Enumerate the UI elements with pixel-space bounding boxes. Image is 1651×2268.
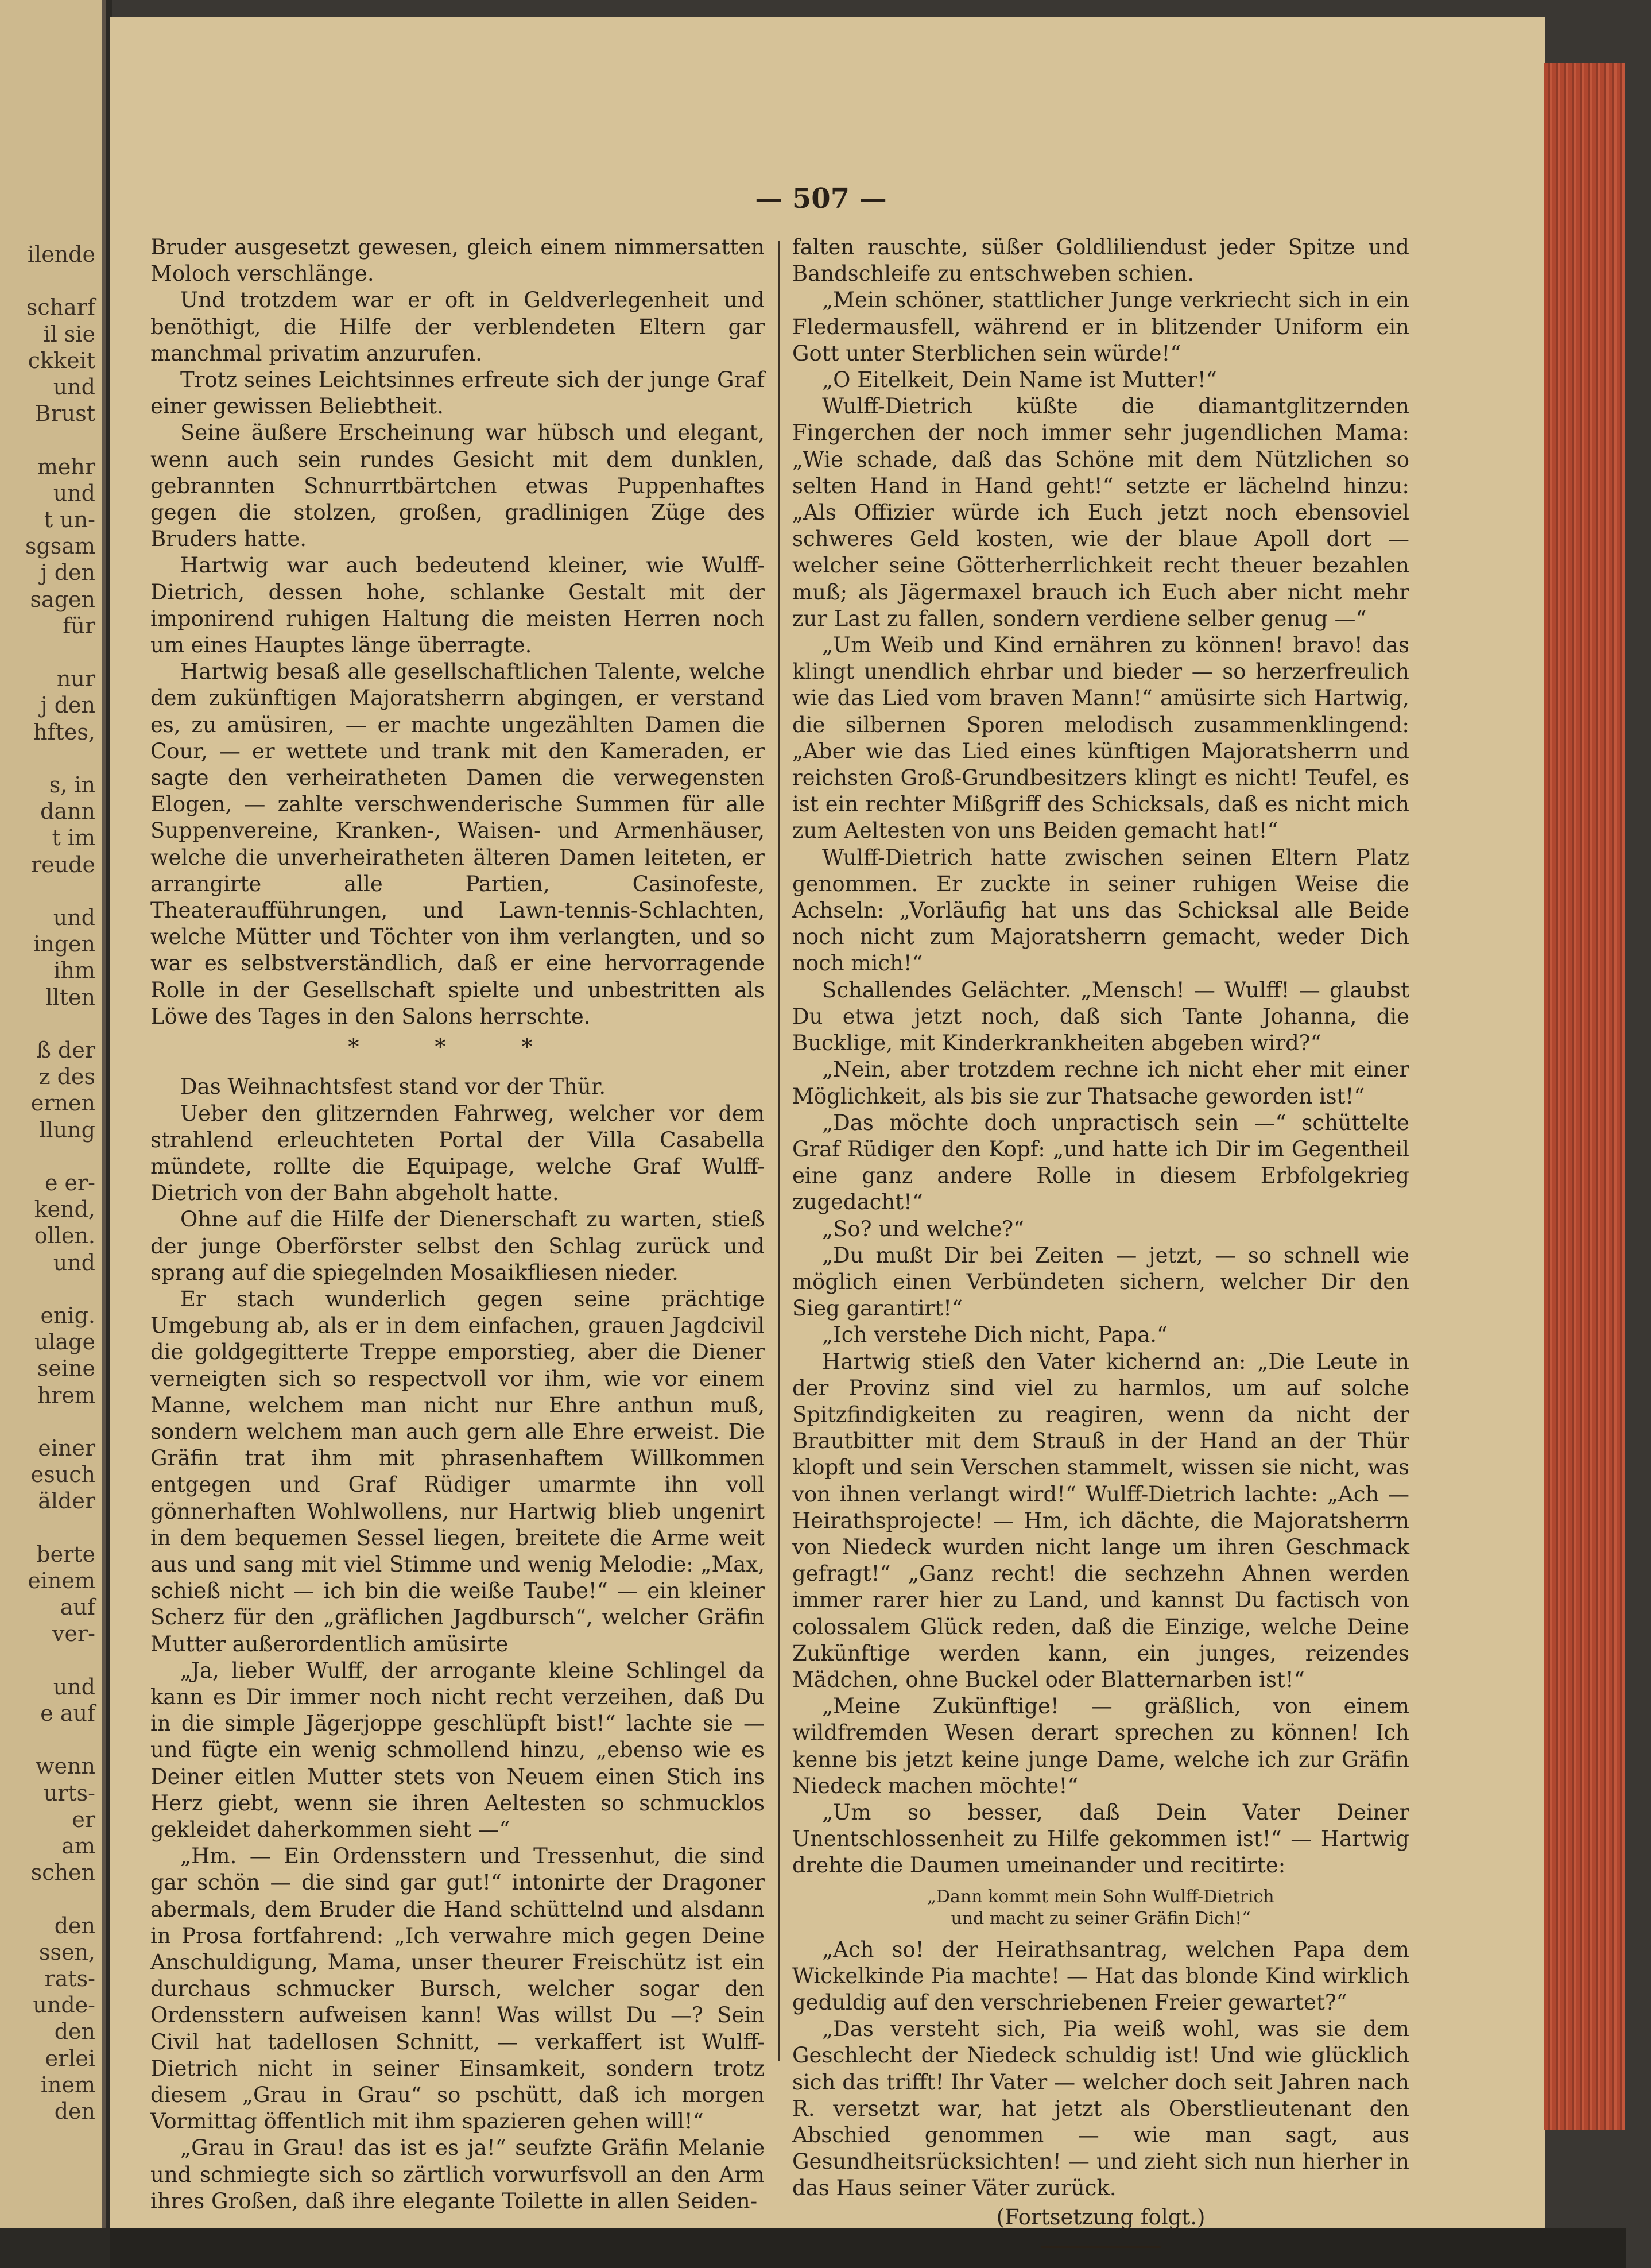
paragraph: „So? und welche?“ [822,1216,1025,1241]
paragraph: „Ja, lieber Wulff, der arrogante kleine Schlingel da kann es Dir immer noch nicht recht verzeihen, daß Du in die simple Jägerjoppe geschlüpft bist!“ lachte sie — und fügte ein wenig schmollend hinzu, „ebenso wie es Deiner eitlen Mutter stets von Neuem einen Stich ins Herz giebt, wenn sie ihren Aeltesten so schmucklos gekleidet daherkommen sieht —“ [150,1658,765,1842]
facing-page-fragment: den [54,2099,95,2124]
facing-page-fragment: hrem [37,1382,95,1408]
facing-page-fragment: e auf [40,1701,95,1726]
facing-page-fragment: ollen. [34,1223,95,1249]
paragraph: Ohne auf die Hilfe der Dienerschaft zu warten, stieß der junge Oberförster selbst den Schlag zurück und sprang auf die spiegelnden Mosaikfliesen nieder. [150,1207,765,1285]
facing-page-fragment: einem [28,1568,95,1593]
facing-page-fragment: Brust [34,401,95,427]
continued-note: (Fortsetzung folgt.) [996,2204,1206,2230]
facing-page-fragment: und [53,480,95,506]
facing-page-fragment: z des [38,1064,95,1090]
facing-page-fragment: hftes, [33,719,95,745]
paragraph: Schallendes Gelächter. „Mensch! — Wulff! — glaubst Du etwa jetzt noch, daß sich Tante Johanna, die Bucklige, mit Kinderkrankheiten abgeben wird?“ [792,977,1409,1056]
paragraph: Hartwig stieß den Vater kichernd an: „Die Leute in der Provinz sind viel zu harmlos, um auf solche Spitzfindigkeiten zu reagiren, wenn da nicht der Brautbitter mit dem Strauß in der Hand an der Thür klopft und sein Verschen stammelt, wissen sie nicht, was von ihnen verlangt wird!“ Wulff-Dietrich lachte: „Ach — Heirathsprojecte! — Hm, ich dächte, die Majoratsherrn von Niedeck wurden nicht lange um ihren Geschmack gefragt!“ „Ganz recht! die sechzehn Ahnen werden immer rarer hier zu Land, und kannst Du factisch von colossalem Glück reden, daß die Einzige, welche Deine Zukünftige werden kann, ein junges, reizendes Mädchen, ohne Buckel oder Blatternarben ist!“ [792,1349,1409,1692]
facing-page-fragment: erlei [45,2045,95,2071]
facing-page-fragment: ernen [30,1090,95,1116]
facing-page-fragment: nur [56,666,95,692]
facing-page-fragment: älder [38,1488,95,1514]
paragraph: Und trotzdem war er oft in Geldverlegenheit und benöthigt, die Hilfe der verblendeten Eltern gar manchmal privatim anzurufen. [150,288,765,366]
paragraph: „Grau in Grau! das ist es ja!“ seufzte Gräfin Melanie und schmiegte sich so zärtlich vorwurfsvoll an den Arm ihres Großen, daß ihre elegante Toilette in allen Seiden- [150,2135,765,2213]
paragraph: falten rauschte, süßer Goldliliendust jeder Spitze und Bandschleife zu entschweben schien. [792,235,1409,287]
facing-page-fragment: j den [40,560,95,586]
right-column [792,234,1409,2248]
facing-page-fragment: e er- [44,1170,95,1195]
facing-page-fragment: er [72,1806,95,1832]
facing-page-fragment: ckkeit [28,347,95,373]
facing-page-fragment: rats- [44,1966,95,1991]
paragraph: Wulff-Dietrich küßte die diamantglitzernden Fingerchen der noch immer sehr jugendlichen Mama: „Wie schade, daß das Schöne mit dem Nützlichen so selten Hand in Hand geht!“ setzte er lächelnd hinzu: „Als Offizier würde ich Euch jetzt noch ebensoviel schweres Geld kosten, wie der blaue Apoll dort — welcher seine Götterherrlichkeit recht theuer bezahlen muß; als Jägermaxel brauch ich Euch aber nicht mehr zur Last zu fallen, sondern verdiene selber genug —“ [792,394,1409,631]
paragraph: Ueber den glitzernden Fahrweg, welcher vor dem strahlend erleuchteten Portal der Villa Casabella mündete, rollte die Equipage, welche Graf Wulff-Dietrich von der Bahn abgeholt hatte. [150,1101,765,1206]
facing-page-fragment: und [53,1249,95,1275]
facing-page-fragment: kend, [34,1197,95,1222]
facing-page-fragment: j den [40,692,95,718]
facing-page-fragment: llten [45,984,95,1010]
verse-line: „Dann kommt mein Sohn Wulff-Dietrich [927,1886,1274,1907]
paragraph: Er stach wunderlich gegen seine prächtige Umgebung ab, als er in dem einfachen, grauen Jagdcivil die goldgegitterte Treppe emporstieg, aber die Diener verneigten sich so respectvoll vor ihm, wie vor einem Manne, welchem man nicht nur Ehre anthun muß, sondern welchem man auch gern alle Ehre erweist. Die Gräfin trat ihm mit phrasenhaftem Willkommen entgegen und Graf Rüdiger umarmte ihn voll gönnerhaften Wohlwollens, nur Hartwig blieb ungenirt in dem bequemen Sessel liegen, breitete die Arme weit aus und sang mit viel Stimme und wenig Melodie: „Max, schieß nicht — ich bin die weiße Taube!“ — ein kleiner Scherz für den „gräflichen Jagdbursch“, welcher Gräfin Mutter außerordentlich amüsirte [150,1286,765,1657]
facing-page-fragment: berte [36,1541,95,1567]
facing-page-fragment: sgsam [25,533,95,559]
section-break: * * * [348,1034,567,1060]
paragraph: „Hm. — Ein Ordensstern und Tressenhut, die sind gar schön — die sind gar gut!“ intonirte der Dragoner abermals, dem Bruder die Hand schüttelnd und alsdann in Prosa fortfahrend: „Ich verwahre mich gegen Deine Anschuldigung, Mama, unser theurer Freischütz ist ein durchaus schmucker Bursch, welcher sogar den Ordensstern aufweisen kann! Was willst Du —? Sein Civil hat tadellosen Schnitt, — verkaffert ist Wulff-Dietrich nicht in seiner Einsamkeit, sondern trotz diesem „Grau in Grau“ so pschütt, daß ich morgen Vormittag öffentlich mit ihm spazieren gehen will!“ [150,1844,765,2134]
facing-page-fragment: auf [60,1594,95,1620]
facing-page-fragment: dann [40,799,95,825]
facing-page-fragment: schen [30,1860,95,1886]
facing-page-fragment: seine [37,1356,95,1381]
facing-page-fragment: inem [40,2072,95,2097]
facing-page-fragment: und [53,374,95,400]
facing-page-fragment: wenn [36,1754,95,1779]
left-column [150,234,765,2215]
facing-page-fragment: t un- [44,507,95,532]
facing-page-fragment: am [61,1833,95,1859]
facing-page-fragment: reude [31,852,95,877]
column-divider [778,241,780,2061]
verse-line: und macht zu seiner Gräfin Dich!“ [951,1908,1251,1929]
facing-page-fragment: ingen [33,931,95,957]
page-edges [1544,63,1625,2130]
facing-page-fragment: ulage [34,1329,95,1355]
paragraph: „O Eitelkeit, Dein Name ist Mutter!“ [822,367,1217,393]
facing-page-fragment: mehr [37,454,95,479]
facing-page-fragment: t im [52,825,95,851]
end-rule [1041,2246,1161,2248]
paragraph: Bruder ausgesetzt gewesen, gleich einem nimmersatten Moloch verschlänge. [150,235,765,287]
paragraph: Hartwig besaß alle gesellschaftlichen Talente, welche dem zukünftigen Majoratsherrn abgingen, er verstand es, zu amüsiren, — er machte ungezählten Damen die Cour, — er wettete und trank mit den Kameraden, er sagte den verheiratheten Damen die verwegensten Elogen, — zahlte verschwenderische Summen für alle Suppenvereine, Kranken-, Waisen- und Armenhäuser, welche die unverheiratheten älteren Damen leiteten, er arrangirte alle Partien, Casinofeste, Theateraufführungen, und Lawn-tennis-Schlachten, welche Mütter und Töchter von ihm verlangten, und so war es selbstverständlich, daß er eine hervorragende Rolle in der Gesellschaft spielte und unbestritten als Löwe des Tages in den Salons herrschte. [150,659,765,1029]
paragraph: Das Weihnachtsfest stand vor der Thür. [180,1074,606,1100]
paragraph: „Meine Zukünftige! — gräßlich, von einem wildfremden Wesen derart sprechen zu können! Ich kenne bis jetzt keine junge Dame, welche ich zur Gräfin Niedeck machen möchte!“ [792,1694,1409,1798]
facing-page-fragment: urts- [43,1780,95,1806]
facing-page-fragment: sagen [30,586,95,612]
facing-page-fragment: ß der [36,1038,95,1063]
facing-page-fragment: scharf [26,295,95,320]
paragraph: Seine äußere Erscheinung war hübsch und elegant, wenn auch sein rundes Gesicht mit dem dunklen, gebrannten Schnurrtbärtchen etwas Puppenhaftes gegen die stolzen, großen, gradlinigen Züge des Bruders hatte. [150,420,765,552]
facing-page-fragment: esuch [30,1462,95,1488]
facing-page-fragment: s, in [49,772,95,798]
facing-page-fragment: ssen, [38,1939,95,1965]
paragraph: „Um so besser, daß Dein Vater Deiner Unentschlossenheit zu Hilfe gekommen ist!“ — Hartwig drehte die Daumen umeinander und recitirte: [792,1799,1409,1878]
facing-page-fragment: den [54,1913,95,1938]
facing-page-fragment: ver- [52,1621,95,1647]
facing-page-fragment: einer [38,1435,95,1461]
page-number: — 507 — [755,183,887,215]
facing-page-fragment: llung [39,1117,95,1143]
paragraph: „Das möchte doch unpractisch sein —“ schüttelte Graf Rüdiger den Kopf: „und hatte ich Dir im Gegentheil eine ganz andere Rolle in diesem Erbfolgekrieg zugedacht!“ [792,1110,1409,1215]
paragraph: „Das versteht sich, Pia weiß wohl, was sie dem Geschlecht der Niedeck schuldig ist! Und wie glücklich sich das trifft! Ihr Vater — welcher doch seit Jahren nach R. versetzt war, hat jetzt als Oberstlieutenant den Abschied genommen — wie man sagt, aus Gesundheitsrücksichten! — und zieht sich nun hierher in das Haus seiner Väter zurück. [792,2017,1409,2201]
paragraph: „Ach so! der Heirathsantrag, welchen Papa dem Wickelkinde Pia machte! — Hat das blonde Kind wirklich geduldig auf den verschriebenen Freier gewartet?“ [792,1937,1409,2015]
facing-page-fragment: und [53,905,95,930]
facing-page-fragment: für [63,613,95,638]
paragraph: „Mein schöner, stattlicher Junge verkriecht sich in ein Fledermausfell, während er in blitzender Uniform ein Gott unter Sterblichen sein würde!“ [792,288,1409,366]
paragraph: Wulff-Dietrich hatte zwischen seinen Eltern Platz genommen. Er zuckte in seiner ruhigen Weise die Achseln: „Vorläufig hat uns das Schicksal alle Beide noch nicht zum Majoratsherrn gemacht, weder Dich noch mich!“ [792,845,1409,976]
facing-page-edge [0,0,106,2228]
paragraph: „Um Weib und Kind ernähren zu können! bravo! das klingt unendlich ehrbar und bieder — so herzerfreulich wie das Lied vom braven Mann!“ amüsirte sich Hartwig, die silbernen Sporen melodisch zusammenklingend: „Aber wie das Lied eines künftigen Majoratsherrn und reichsten Groß-Grundbesitzers klingt es nicht! Teufel, es ist ein rechter Mißgriff des Schicksals, daß es nicht mich zum Aeltesten von uns Beiden gemacht hat!“ [792,633,1409,843]
facing-page-fragment: den [54,2019,95,2045]
facing-page-fragment: enig. [40,1303,95,1328]
facing-page-fragment: il sie [43,321,95,347]
paragraph: „Ich verstehe Dich nicht, Papa.“ [822,1322,1168,1348]
paragraph: Hartwig war auch bedeutend kleiner, wie Wulff-Dietrich, dessen hohe, schlanke Gestalt mit der imponirend ruhigen Haltung die meisten Herren noch um eines Hauptes länge überragte. [150,553,765,658]
paragraph: Trotz seines Leichtsinnes erfreute sich der junge Graf einer gewissen Beliebtheit. [150,367,765,419]
verse-quote [792,1886,1409,1930]
facing-page-fragment: und [53,1674,95,1700]
paragraph: „Du mußt Dir bei Zeiten — jetzt, — so schnell wie möglich einen Verbündeten sichern, welcher Dir den Sieg garantirt!“ [792,1243,1409,1321]
facing-page-fragment: ilende [27,242,95,267]
paragraph: „Nein, aber trotzdem rechne ich nicht eher mit einer Möglichkeit, als bis sie zur Thatsache geworden ist!“ [792,1057,1409,1109]
facing-page-fragment: ihm [53,958,95,984]
facing-page-fragment: unde- [33,1992,95,2018]
